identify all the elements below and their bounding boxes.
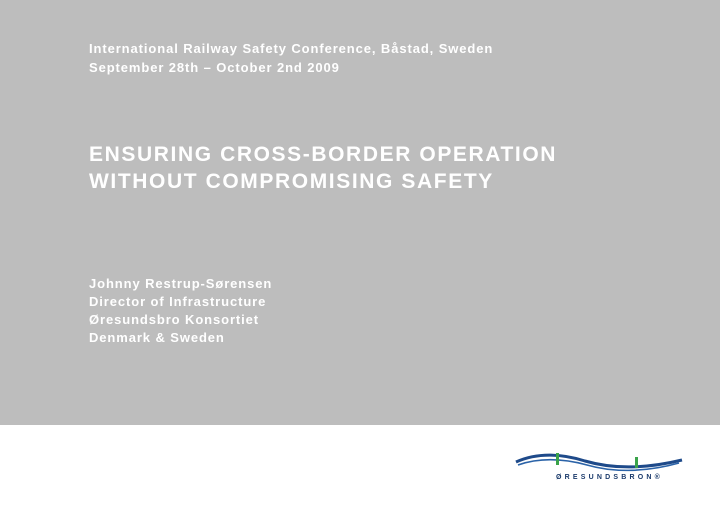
conference-dates: September 28th – October 2nd 2009 xyxy=(89,60,340,75)
bridge-logo-icon xyxy=(513,448,685,496)
author-location: Denmark & Sweden xyxy=(89,330,225,345)
slide-title-line-1: ENSURING CROSS-BORDER OPERATION xyxy=(89,143,558,166)
author-name: Johnny Restrup-Sørensen xyxy=(89,276,273,291)
author-role: Director of Infrastructure xyxy=(89,294,267,309)
slide-title-line-2: WITHOUT COMPROMISING SAFETY xyxy=(89,170,494,193)
logo-wordmark: ØRESUNDSBRON® xyxy=(556,474,664,481)
author-organization: Øresundsbro Konsortiet xyxy=(89,312,260,327)
conference-name: International Railway Safety Conference, Båstad, Sweden xyxy=(89,41,494,56)
